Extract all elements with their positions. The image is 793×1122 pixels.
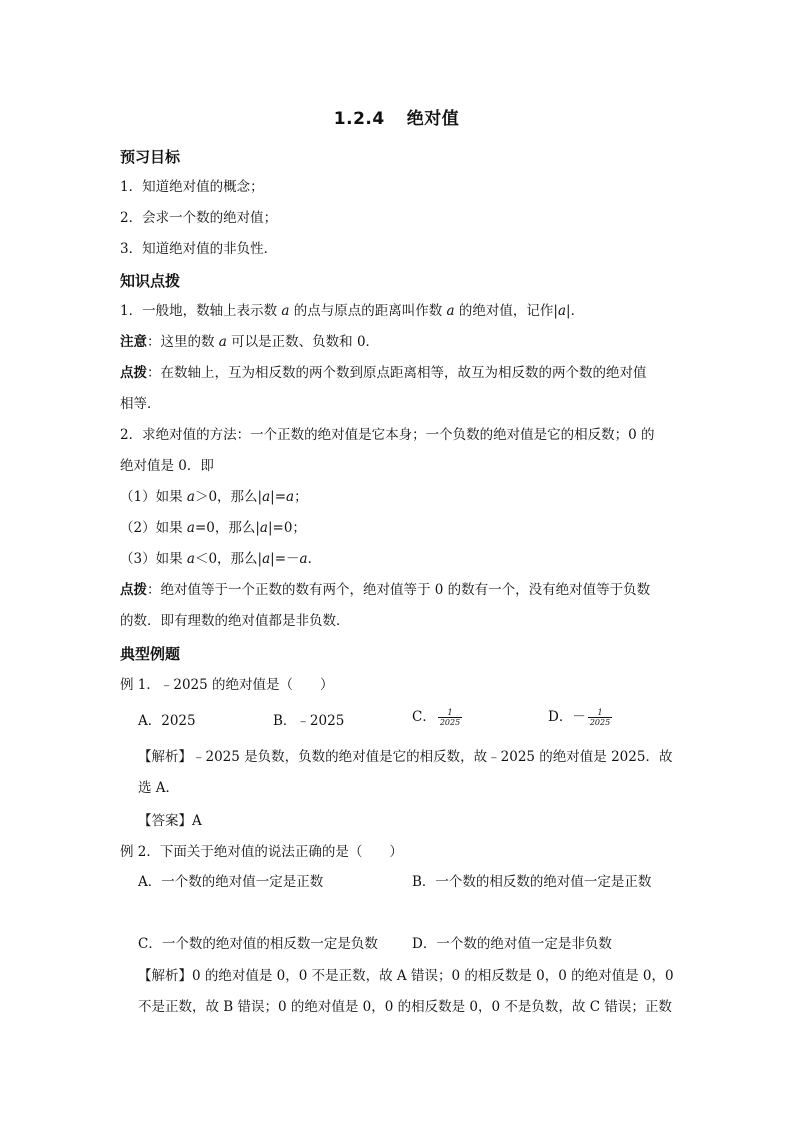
case-3 [120, 550, 680, 568]
text: 这里的数 [160, 334, 215, 350]
tip-line [120, 581, 680, 599]
text: 在数轴上，互为相反数的两个数到原点距离相等，故互为相反数的两个数的绝对值 [160, 365, 647, 381]
var-a: a [446, 303, 455, 319]
case-2 [120, 519, 680, 537]
text: ： [147, 334, 161, 350]
text: 1．一般地，数轴上表示数 [120, 303, 278, 319]
var-a: a [186, 489, 195, 505]
text: 绝对值等于一个正数的数有两个，绝对值等于 0 的数有一个，没有绝对值等于负数 [160, 582, 651, 598]
var-a: a [281, 303, 290, 319]
text: D．－ [548, 709, 586, 725]
example-1-question: 例 1．﹣2025 的绝对值是（ ） [120, 677, 334, 693]
section-preview-heading: 预习目标 [120, 148, 181, 166]
text: |= [270, 489, 287, 505]
option-b: B．﹣2025 [273, 713, 345, 729]
var-a: a [286, 489, 295, 505]
fraction [588, 708, 612, 727]
var-a: a [299, 551, 308, 567]
option-c [412, 708, 462, 727]
knowledge-point-2: 2．求绝对值的方法：一个正数的绝对值是它本身；一个负数的绝对值是它的相反数；0 的 [120, 427, 655, 443]
case-1 [120, 488, 680, 506]
title-number: 1.2.4 [333, 109, 385, 129]
tip-label: 点拨 [120, 365, 147, 381]
note-line [120, 333, 680, 351]
text: 的点与原点的距离叫作数 [293, 303, 443, 319]
text: |． [566, 303, 585, 319]
example-2-analysis-cont: 不是正数，故 B 错误；0 的绝对值是 0，0 的相反数是 0，0 不是负数，故 C 错误；正数 [138, 999, 672, 1015]
title-text: 绝对值 [406, 109, 460, 129]
preview-item: 2．会求一个数的绝对值； [120, 210, 278, 226]
text: ： [147, 582, 161, 598]
example-1-analysis: 【解析】﹣2025 是负数，负数的绝对值是它的相反数，故﹣2025 的绝对值是 2025．故 [138, 749, 673, 765]
text: C． [412, 709, 436, 725]
text: ． [307, 551, 322, 567]
note-label: 注意 [120, 334, 147, 350]
denominator: 2025 [589, 718, 611, 727]
numerator: 1 [588, 708, 612, 718]
text: |=－ [270, 551, 300, 567]
text: （2）如果 [120, 520, 183, 536]
option-c: C．一个数的绝对值的相反数一定是负数 [138, 936, 378, 952]
var-a: a [262, 489, 271, 505]
example-2-question: 例 2．下面关于绝对值的说法正确的是（ ） [120, 844, 403, 860]
option-a: A．一个数的绝对值一定是正数 [138, 874, 324, 890]
text: 可以是正数、负数和 0． [231, 334, 380, 350]
tip-line-cont: 的数．即有理数的绝对值都是非负数． [120, 613, 350, 629]
knowledge-point-1 [120, 302, 680, 320]
text: （1）如果 [120, 489, 183, 505]
option-a: A．2025 [138, 713, 196, 729]
tip-line [120, 364, 680, 382]
tip-label: 点拨 [120, 582, 147, 598]
var-a: a [259, 520, 268, 536]
tip-line-cont: 相等． [120, 396, 161, 412]
text: ； [294, 489, 308, 505]
preview-item: 1．知道绝对值的概念； [120, 179, 264, 195]
text: |=0； [267, 520, 306, 536]
text: （3）如果 [120, 551, 183, 567]
denominator: 2025 [439, 718, 461, 727]
option-b: B．一个数的相反数的绝对值一定是正数 [412, 874, 652, 890]
text: 的绝对值，记作| [458, 303, 558, 319]
example-1-answer: 【答案】A [138, 813, 202, 829]
option-d: D．一个数的绝对值一定是非负数 [412, 936, 612, 952]
var-a: a [218, 334, 227, 350]
section-knowledge-heading: 知识点拨 [120, 272, 181, 290]
text: ＜0，那么| [194, 551, 263, 567]
fraction [438, 708, 462, 727]
text: ＞0，那么| [194, 489, 263, 505]
var-a: a [557, 303, 567, 319]
text: ： [147, 365, 161, 381]
preview-item: 3．知道绝对值的非负性． [120, 241, 278, 257]
var-a: a [262, 551, 271, 567]
example-2-analysis: 【解析】0 的绝对值是 0，0 不是正数，故 A 错误；0 的相反数是 0，0 的绝对值是 0，0 [138, 968, 674, 984]
var-a: a [186, 551, 195, 567]
numerator: 1 [438, 708, 462, 718]
var-a: a [186, 520, 195, 536]
section-examples-heading: 典型例题 [120, 645, 181, 663]
page-title [0, 104, 793, 129]
knowledge-point-2-cont: 绝对值是 0．即 [120, 458, 214, 474]
option-d [548, 708, 612, 727]
text: =0，那么| [194, 520, 260, 536]
example-1-analysis-cont: 选 A． [138, 780, 180, 796]
